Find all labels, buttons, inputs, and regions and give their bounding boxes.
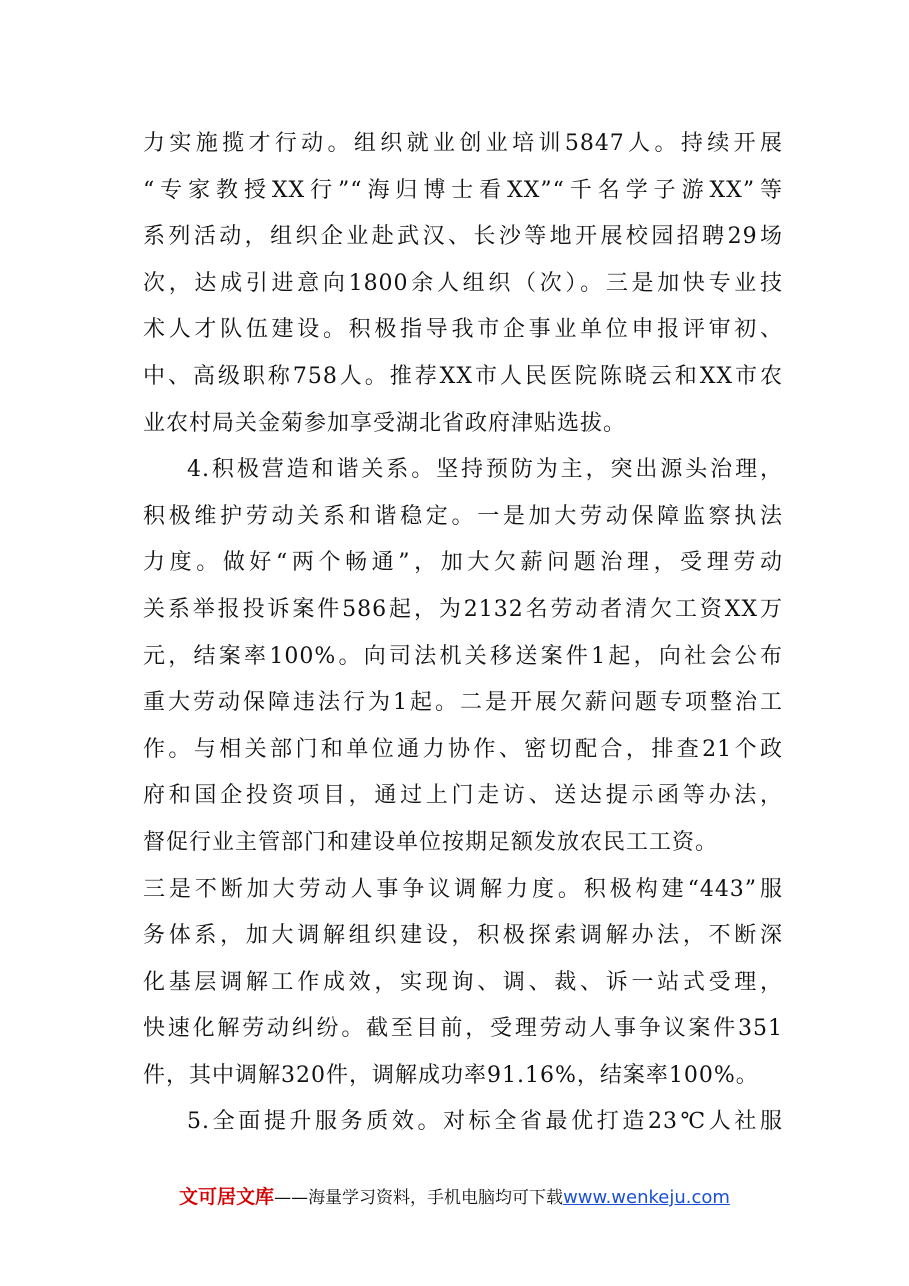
- text-line: 元，结案率100%。向司法机关移送案件1起，向社会公布: [143, 643, 783, 669]
- text-line: 府和国企投资项目，通过上门走访、送达提示函等办法，: [143, 783, 783, 809]
- text-line: 次，达成引进意向1800余人组织（次）。三是加快专业技: [143, 270, 783, 296]
- text-line: 务体系，加大调解组织建设，积极探索调解办法，不断深: [143, 923, 783, 949]
- text-line: 积极维护劳动关系和谐稳定。一是加大劳动保障监察执法: [143, 503, 783, 529]
- text-line: 件，其中调解320件，调解成功率91.16%，结案率100%。: [143, 1062, 759, 1088]
- paragraph-heading-4: 4.积极营造和谐关系。坚持预防为主，突出源头治理，: [187, 457, 783, 483]
- text-line: 系列活动，组织企业赴武汉、长沙等地开展校园招聘29场: [143, 224, 783, 250]
- text-line: “专家教授XX行”“海归博士看XX”“千名学子游XX”等: [143, 177, 783, 203]
- text-line: 术人才队伍建设。积极指导我市企事业单位申报评审初、: [143, 317, 783, 343]
- text-line: 督促行业主管部门和建设单位按期足额发放农民工工资。: [143, 829, 719, 855]
- text-line: 力实施揽才行动。组织就业创业培训5847人。持续开展: [143, 131, 783, 156]
- footer-site-link[interactable]: www.wenkeju.com: [563, 1187, 730, 1208]
- footer-brand: 文可居文库: [179, 1186, 275, 1208]
- paragraph-heading-5: 5.全面提升服务质效。对标全省最优打造23℃人社服: [187, 1109, 783, 1135]
- text-line: 中、高级职称758人。推荐XX市人民医院陈晓云和XX市农: [143, 363, 783, 389]
- text-line: 化基层调解工作成效，实现询、调、裁、诉一站式受理，: [143, 969, 783, 995]
- footer-banner: [0, 1182, 909, 1209]
- text-line: 三是不断加大劳动人事争议调解力度。积极构建“443”服: [143, 876, 783, 902]
- footer-tagline: ——海量学习资料，手机电脑均可下载: [274, 1188, 564, 1208]
- text-line: 作。与相关部门和单位通力协作、密切配合，排查21个政: [143, 736, 783, 762]
- document-body: [143, 121, 783, 1146]
- text-line: 关系举报投诉案件586起，为2132名劳动者清欠工资XX万: [143, 596, 783, 622]
- text-line: 力度。做好“两个畅通”，加大欠薪问题治理，受理劳动: [143, 550, 783, 576]
- text-line: 快速化解劳动纠纷。截至目前，受理劳动人事争议案件351: [143, 1016, 783, 1042]
- text-line: 重大劳动保障违法行为1起。二是开展欠薪问题专项整治工: [143, 690, 783, 716]
- text-line: 业农村局关金菊参加享受湖北省政府津贴选拔。: [143, 410, 627, 436]
